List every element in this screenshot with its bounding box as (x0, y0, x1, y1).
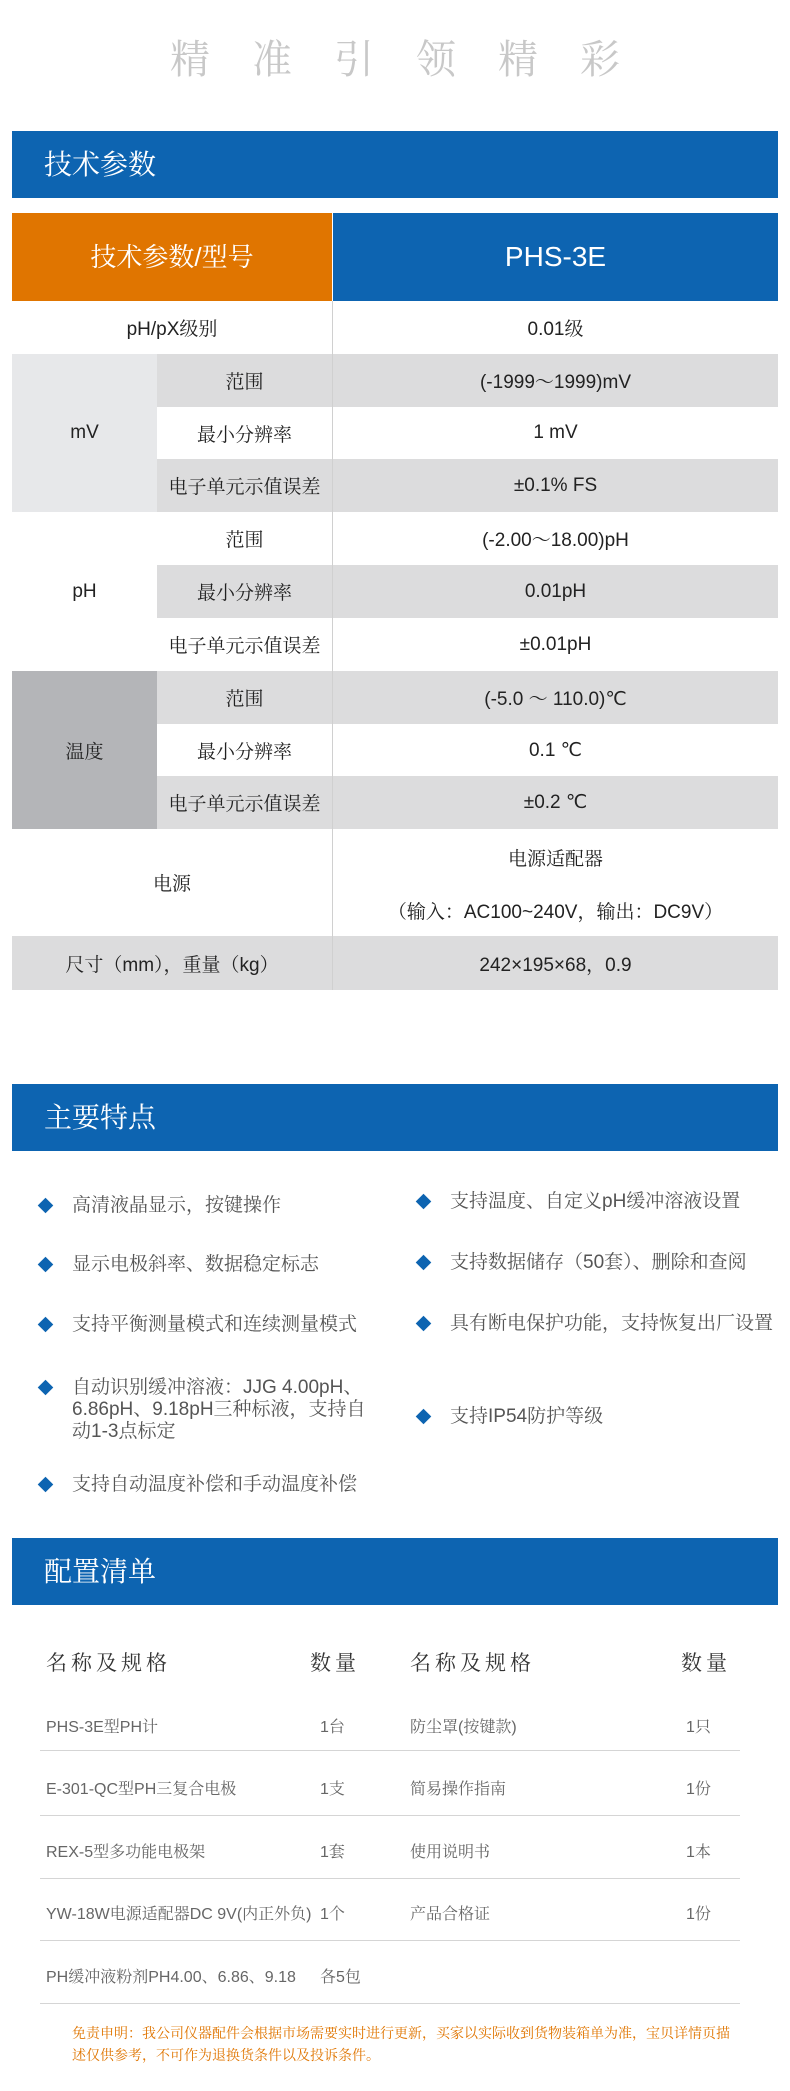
spec-group-ph: pH (72, 580, 97, 602)
config-item-qty: 各5包 (320, 1969, 361, 1986)
spec-ph-range-value: (-2.00～18.00)pH (482, 530, 629, 551)
feature-left-2: 显示电极斜率、数据稳定标志 (72, 1254, 320, 1275)
bullet-diamond-icon (416, 1409, 432, 1425)
feature-right-1: 支持温度、自定义pH缓冲溶液设置 (450, 1191, 741, 1212)
feature-left-3: 支持平衡测量模式和连续测量模式 (72, 1314, 358, 1335)
spec-mv-range-label: 范围 (157, 354, 332, 407)
config-section-title: 配置清单 (12, 1538, 778, 1605)
bullet-diamond-icon (38, 1257, 54, 1273)
spec-mv-error-value: ±0.1% FS (333, 459, 778, 512)
config-item-name: YW-18W电源适配器DC 9V(内正外负) (46, 1906, 312, 1923)
config-item-name: PH缓冲液粉剂PH4.00、6.86、9.18 (46, 1969, 296, 1986)
spec-power-value-line2: （输入：AC100~240V，输出：DC9V） (387, 901, 724, 923)
spec-level-label: pH/pX级别 (126, 319, 218, 340)
config-item-qty: 1套 (320, 1844, 345, 1861)
spec-size-value: 242×195×68，0.9 (333, 936, 778, 990)
config-item-qty: 1本 (686, 1844, 711, 1861)
specs-section-title: 技术参数 (12, 131, 778, 198)
feature-left-4: 自动识别缓冲溶液：JJG 4.00pH、6.86pH、9.18pH三种标液，支持自动1-3点标定 (72, 1377, 366, 1442)
row-divider (40, 1815, 740, 1816)
config-header-qty-left: 数量 (310, 1652, 360, 1675)
feature-right-4: 支持IP54防护等级 (450, 1406, 604, 1427)
spec-temp-resolution-value: 0.1 ℃ (528, 739, 583, 761)
spec-temp-range-value: (-5.0 ～ 110.0)℃ (333, 671, 778, 724)
spec-ph-resolution-label: 最小分辨率 (157, 565, 332, 618)
spec-mv-error-label: 电子单元示值误差 (157, 459, 332, 512)
feature-left-1: 高清液晶显示，按键操作 (72, 1195, 282, 1216)
spec-ph-resolution-value: 0.01pH (333, 565, 778, 618)
spec-size-label: 尺寸（mm），重量（kg） (12, 936, 332, 990)
features-section-title: 主要特点 (12, 1084, 778, 1151)
spec-ph-error-label: 电子单元示值误差 (168, 636, 321, 657)
config-item-qty: 1个 (320, 1906, 345, 1923)
config-item-name: 防尘罩(按键款) (410, 1719, 517, 1736)
config-header-qty-right: 数量 (681, 1652, 731, 1675)
bullet-diamond-icon (38, 1380, 54, 1396)
config-item-name: REX-5型多功能电极架 (46, 1844, 206, 1861)
config-item-qty: 1支 (320, 1781, 345, 1798)
spec-group-temp: 温度 (12, 671, 157, 829)
spec-temp-error-value: ±0.2 ℃ (333, 776, 778, 829)
config-header-name-right: 名称及规格 (410, 1652, 535, 1675)
spec-header-left: 技术参数/型号 (12, 213, 332, 301)
row-divider (40, 2003, 740, 2004)
config-item-qty: 1只 (686, 1719, 711, 1736)
config-item-name: PHS-3E型PH计 (46, 1719, 159, 1736)
config-item-qty: 1份 (686, 1781, 711, 1798)
spec-ph-error-value: ±0.01pH (519, 633, 592, 655)
config-item-name: 使用说明书 (410, 1844, 491, 1861)
feature-left-5: 支持自动温度补偿和手动温度补偿 (72, 1474, 358, 1495)
row-divider (40, 1940, 740, 1941)
bullet-diamond-icon (38, 1477, 54, 1493)
spec-mv-range-value: (-1999～1999)mV (333, 354, 778, 407)
bullet-diamond-icon (416, 1194, 432, 1210)
spec-temp-error-label: 电子单元示值误差 (157, 776, 332, 829)
spec-ph-range-label: 范围 (225, 530, 264, 551)
spec-temp-resolution-label: 最小分辨率 (196, 741, 292, 763)
config-item-qty: 1份 (686, 1906, 711, 1923)
config-item-name: E-301-QC型PH三复合电极 (46, 1781, 237, 1798)
spec-level-value: 0.01级 (527, 319, 584, 340)
bullet-diamond-icon (416, 1316, 432, 1332)
row-divider (40, 1878, 740, 1879)
spec-temp-range-label: 范围 (157, 671, 332, 724)
feature-right-2: 支持数据储存（50套）、删除和查阅 (450, 1252, 747, 1273)
spec-mv-resolution-value: 1 mV (533, 422, 578, 443)
spec-header-right: PHS-3E (333, 213, 778, 301)
spec-power-value-line1: 电源适配器 (507, 848, 603, 870)
bullet-diamond-icon (38, 1317, 54, 1333)
config-item-name: 简易操作指南 (410, 1781, 507, 1798)
config-header-name-left: 名称及规格 (46, 1652, 171, 1675)
spec-mv-resolution-label: 最小分辨率 (196, 424, 292, 446)
bullet-diamond-icon (38, 1198, 54, 1214)
feature-right-3: 具有断电保护功能，支持恢复出厂设置 (450, 1313, 774, 1334)
spec-power-label: 电源 (152, 873, 191, 895)
config-item-name: 产品合格证 (410, 1906, 491, 1923)
config-item-qty: 1台 (320, 1719, 345, 1736)
slogan: 精准引领精彩 (170, 38, 662, 82)
spec-group-mv: mV (12, 354, 157, 512)
disclaimer: 免责申明：我公司仪器配件会根据市场需要实时进行更新，买家以实际收到货物装箱单为准，宝贝详情页描述仅供参考，不可作为退换货条件以及投诉条件。 (72, 2025, 730, 2063)
bullet-diamond-icon (416, 1255, 432, 1271)
row-divider (40, 1750, 740, 1751)
